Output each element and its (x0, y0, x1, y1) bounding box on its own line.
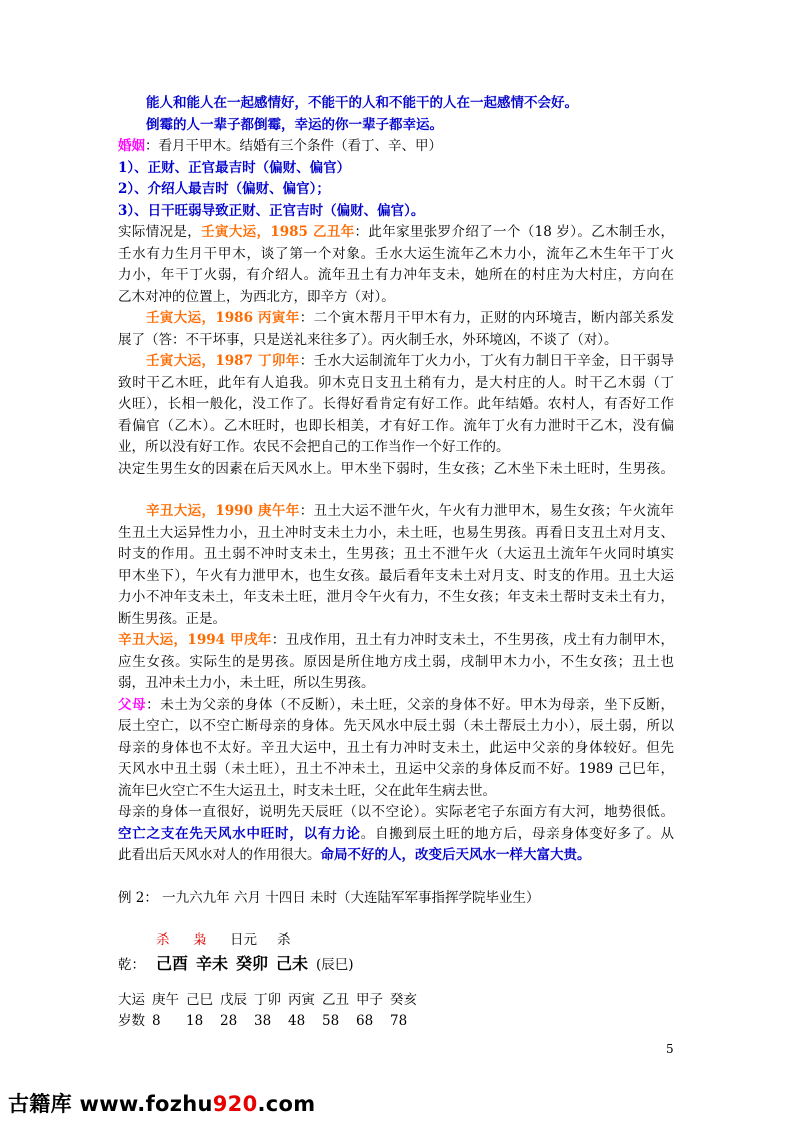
text-run: ：丑戌作用，丑土有力冲时支未土，不生男孩，戌土有力制甲木， (271, 632, 674, 648)
paragraph-line (118, 695, 674, 717)
dayun-item: 乙丑 (322, 991, 349, 1008)
site-url-part: www.fozhu (79, 1092, 213, 1116)
marriage-heading-line (118, 136, 674, 158)
paragraph-line: 辰土空亡，以不空亡断母亲的身体。先天风水中辰土弱（未土帮辰土力小），辰土弱，所以 (118, 718, 674, 734)
marriage-label: 婚姻 (118, 138, 145, 154)
paragraph-line: 时支的作用。丑土弱不冲时支未土，生男孩；丑土不泄午火（大运丑土流年午火同时填实 (118, 546, 674, 562)
god-label: 日元 (230, 932, 257, 948)
text-run: ：丑土大运不泄午火，午火有力泄甲木，易生女孩；午火流年 (299, 503, 674, 519)
ages-row (118, 1011, 674, 1033)
year-label-1987: 壬寅大运，1987 丁卯年 (146, 353, 300, 369)
marriage-intro: ：看月干甲木。结婚有三个条件（看丁、辛、甲） (145, 138, 442, 154)
dayun-item: 庚午 (152, 991, 179, 1008)
paragraph-line: 力小不冲年支未土，年支未土旺，泄月令午火有力，不生女孩；年支未土帮时支未土有力， (118, 589, 674, 605)
paragraph-line: 火旺），长相一般化，没工作了。长得好看肯定有好工作。此年结婚。农村人，有否好工作 (118, 396, 674, 412)
pillars-row (118, 952, 674, 976)
highlight-text: 命局不好的人，改变后天风水一样大富大贵。 (320, 847, 591, 863)
paragraph-line (118, 501, 674, 523)
page-number: 5 (666, 1042, 674, 1056)
pillar: 辛未 (196, 953, 229, 973)
paragraph-line: 壬水有力生月干甲木，谈了第一个对象。壬水大运生流年乙木力小，流年乙木生年干丁火 (118, 245, 674, 262)
quote-line-1: 能人和能人在一起感情好，不能干的人和不能干的人在一起感情不会好。 (146, 95, 578, 111)
kongwang-note: (辰巳) (316, 956, 354, 973)
dayun-item: 丙寅 (288, 991, 315, 1008)
text-run: 。自搬到辰土旺的地方后，母亲身体变好多了。从 (360, 825, 674, 842)
quote-line-2: 倒霉的人一辈子都倒霉，幸运的你一辈子都幸运。 (146, 116, 443, 133)
spacer (118, 480, 674, 501)
spacer (118, 976, 674, 990)
age-item: 68 (356, 1013, 374, 1029)
site-url-number: 920 (212, 1092, 258, 1116)
age-item: 18 (186, 1013, 204, 1029)
god-label: 杀 (156, 932, 170, 948)
age-item: 48 (288, 1013, 306, 1029)
paragraph-line: 天风水中丑土弱（未土旺），丑土不冲未土，丑运中父亲的身体反而不好。1989 己巳年， (118, 761, 674, 777)
god-label: 杀 (277, 932, 291, 948)
site-name: 古籍库 (8, 1092, 72, 1116)
paragraph-line: 业，所以没有好工作。农民不会把自己的工作当作一个好工作的。 (118, 439, 510, 455)
age-label: 岁数 (118, 1013, 145, 1029)
paragraph-line: 应生女孩。实际生的是男孩。原因是所住地方戌土弱，戌制甲木力小，不生女孩；丑土也 (118, 653, 674, 670)
year-label-1986: 壬寅大运，1986 丙寅年 (146, 310, 300, 326)
age-item: 38 (254, 1013, 272, 1029)
year-label-1985: 壬寅大运，1985 乙丑年 (201, 224, 355, 240)
god-label: 枭 (193, 932, 207, 948)
text-run: ：未土为父亲的身体（不反断），未土旺，父亲的身体不好。甲木为母亲，坐下反断， (146, 696, 674, 713)
text-run: ：此年家里张罗介绍了一个（18 岁）。乙木制壬水， (354, 224, 674, 240)
gender-prefix: 乾： (118, 956, 145, 973)
site-url-tld: .com (257, 1092, 316, 1116)
paragraph-line: 看偏官（乙木）。乙木旺时，也即长相美，才有好工作。流年丁火有力泄时干乙木，没有偏 (118, 417, 674, 434)
dayun-item: 癸亥 (390, 991, 417, 1008)
year-label-1990: 辛丑大运，1990 庚午年 (146, 503, 300, 519)
dayun-item: 己巳 (186, 991, 213, 1008)
paragraph-line: 流年巳火空亡不生大运丑土，时支未土旺，父在此年生病去世。 (118, 782, 496, 799)
paragraph-line: 力小，年干丁火弱，有介绍人。流年丑土有力冲年支未，她所在的村庄为大村庄，方向在 (118, 267, 674, 283)
paragraph-line: 乙木对冲的位置上，为西北方，即辛方（对）。 (118, 288, 395, 305)
paragraph-line: 甲木坐下），午火有力泄甲木，也生女孩。最后看年支未土对月支、时支的作用。丑土大运 (118, 567, 674, 584)
pillar: 己酉 (156, 953, 189, 973)
document-body (118, 93, 674, 1033)
age-item: 78 (390, 1013, 408, 1029)
paragraph-line (118, 630, 674, 652)
dayun-row (118, 990, 674, 1012)
paragraph-line: 弱，丑冲未土力小，未土旺，所以生男孩。 (118, 675, 375, 691)
highlight-text: 空亡之支在先天风水中旺时，以有力论 (118, 825, 361, 842)
condition-1: 1）、正财、正官最吉时（偏财、偏官） (118, 159, 351, 176)
paragraph-line: 生丑土大运异性力小，丑土冲时支未土力小，未土旺，也易生男孩。再看日支丑土对月支、 (118, 524, 674, 541)
spacer (118, 909, 674, 930)
paragraph-line: 展了（答：不干坏事，只是送礼来往多了）。丙火制壬水，外环境凶，不谈了（对）。 (118, 331, 618, 348)
text-run: ：壬水大运制流年丁火力小，丁火有力制日干辛金，日干弱导 (299, 353, 674, 369)
paragraph-line (118, 845, 674, 867)
dayun-label: 大运 (118, 991, 145, 1008)
pillar: 癸卯 (236, 953, 269, 973)
parents-label: 父母 (118, 696, 147, 713)
paragraph-line (118, 222, 674, 244)
text-run: ：二个寅木帮月干甲木有力，正财的内环境吉，断内部关系发 (299, 310, 674, 326)
dayun-item: 丁卯 (254, 991, 281, 1008)
paragraph-line: 决定生男生女的因素在后天风水上。甲木坐下弱时，生女孩；乙木坐下未土旺时，生男孩。 (118, 460, 674, 477)
age-item: 58 (322, 1013, 340, 1029)
pillar: 己未 (276, 953, 309, 973)
paragraph-line: 母亲的身体一直很好，说明先天辰旺（以不空论）。实际老宅子东面方有大河，地势很低。 (118, 804, 674, 820)
age-item: 28 (220, 1013, 238, 1029)
condition-2: 2）、介绍人最吉时（偏财、偏官）； (118, 181, 330, 197)
paragraph-line: 致时干乙木旺，此年有人追我。卯木克日支丑土稍有力，是大村庄的人。时干乙木弱（丁 (118, 374, 674, 391)
spacer (118, 867, 674, 888)
paragraph-line (118, 824, 674, 846)
paragraph-line (118, 351, 674, 373)
paragraph-line: 母亲的身体也不太好。辛丑大运中，丑土有力冲时支未土，此运中父亲的身体较好。但先 (118, 739, 674, 756)
example-2-heading: 例 2： 一九六九年 六月 十四日 未时（大连陆军军事指挥学院毕业生） (118, 889, 540, 906)
age-item: 8 (152, 1013, 161, 1029)
site-watermark[interactable] (8, 1088, 315, 1118)
condition-3: 3）、日干旺弱导致正财、正官吉时（偏财、偏官）。 (118, 202, 425, 219)
text-run: 实际情况是， (118, 224, 202, 240)
text-run: 此看出后天风水对人的作用很大。 (118, 847, 321, 863)
paragraph-line: 断生男孩。正是。 (118, 610, 226, 627)
dayun-item: 戊辰 (220, 991, 247, 1008)
ten-gods-row (118, 930, 674, 952)
year-label-1994: 辛丑大运，1994 甲戌年 (118, 632, 272, 648)
paragraph-line (118, 308, 674, 330)
dayun-item: 甲子 (356, 991, 383, 1008)
